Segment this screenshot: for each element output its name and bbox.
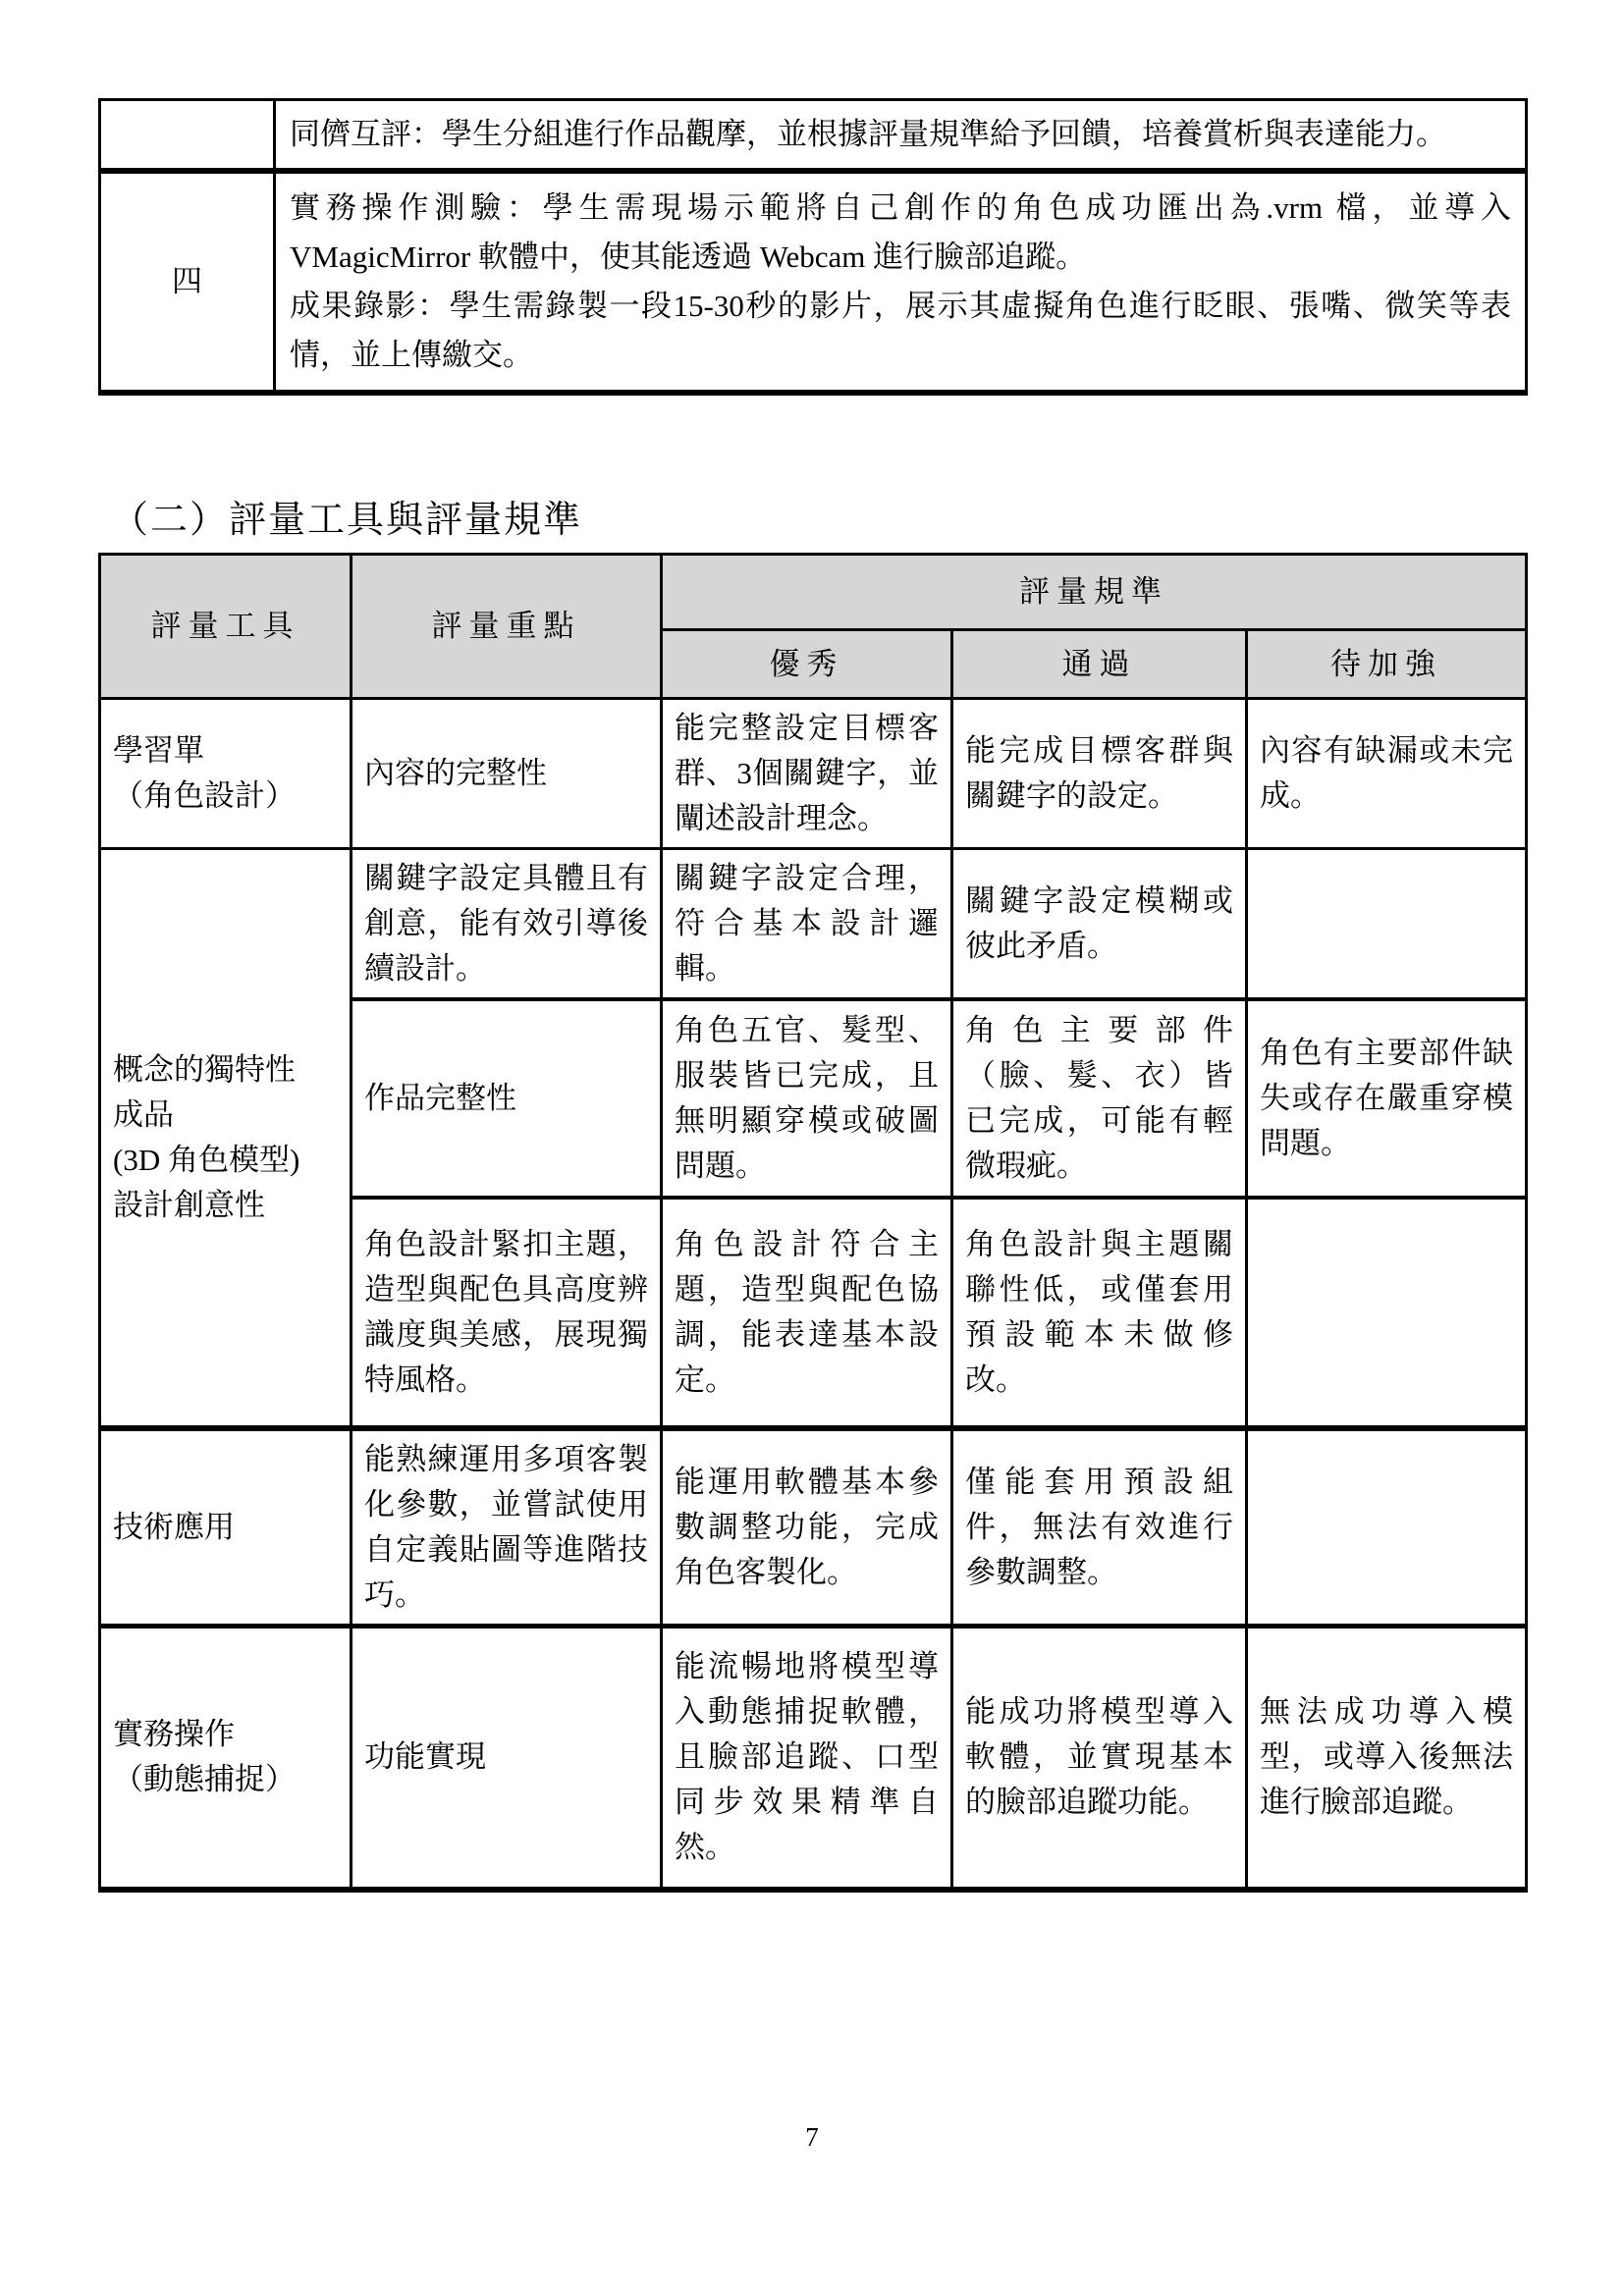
tool-line: （動態捕捉） (113, 1762, 296, 1797)
excellent-cell: 角色設計符合主題，造型與配色協調，能表達基本設定。 (662, 1198, 952, 1428)
excellent-cell: 關鍵字設定合理，符合基本設計邏輯。 (662, 849, 952, 1000)
improve-cell: 內容有缺漏或未完成。 (1247, 699, 1527, 849)
activities-row-content (275, 171, 1527, 393)
improve-cell (1247, 849, 1527, 1000)
improve-cell (1247, 1428, 1527, 1627)
pass-cell: 僅能套用預設組件，無法有效進行參數調整。 (952, 1428, 1247, 1627)
pass-cell: 關鍵字設定模糊或彼此矛盾。 (952, 849, 1247, 1000)
excellent-cell: 能流暢地將模型導入動態捕捉軟體，且臉部追蹤、口型同步效果精準自然。 (662, 1627, 952, 1890)
activities-row-label (100, 100, 275, 171)
tool-cell (100, 699, 352, 849)
activities-table (98, 98, 1528, 396)
excellent-cell: 能完整設定目標客群、3個關鍵字，並闡述設計理念。 (662, 699, 952, 849)
tool-cell (100, 1428, 352, 1627)
pass-cell: 角色設計與主題關聯性低，或僅套用預設範本未做修改。 (952, 1198, 1247, 1428)
excellent-cell: 角色五官、髮型、服裝皆已完成，且無明顯穿模或破圖問題。 (662, 999, 952, 1198)
activities-row-peer-review (100, 100, 1527, 171)
header-level-excellent: 優秀 (662, 630, 952, 699)
excellent-cell: 能運用軟體基本參數調整功能，完成角色客製化。 (662, 1428, 952, 1627)
tool-line: （角色設計） (113, 778, 296, 813)
paragraph: 實務操作測驗：學生需現場示範將自己創作的角色成功匯出為.vrm 檔，並導入 VMagicMirror 軟體中，使其能透過 Webcam 進行臉部追蹤。 (290, 189, 1511, 274)
focus-cell: 能熟練運用多項客製化參數，並嘗試使用自定義貼圖等進階技巧。 (352, 1428, 662, 1627)
tool-line: (3D 角色模型) (113, 1143, 300, 1177)
header-focus: 評量重點 (352, 555, 662, 699)
focus-cell: 作品完整性 (352, 999, 662, 1198)
focus-cell: 功能實現 (352, 1627, 662, 1890)
header-level-improve: 待加強 (1247, 630, 1527, 699)
tool-cell (100, 1627, 352, 1890)
rubric-row-motion-capture (100, 1627, 1527, 1890)
tool-line: 技術應用 (113, 1510, 235, 1544)
paragraph: 成果錄影：學生需錄製一段15-30秒的影片，展示其虛擬角色進行眨眼、張嘴、微笑等表情，並上傳繳交。 (290, 288, 1511, 372)
tool-line: 實務操作 (113, 1717, 235, 1752)
tool-line: 概念的獨特性 (113, 1052, 296, 1087)
tool-line: 成品 (113, 1097, 174, 1132)
tool-cell (100, 849, 352, 1429)
section-heading: （二）評量工具與評量規準 (111, 500, 583, 541)
improve-cell: 無法成功導入模型，或導入後無法進行臉部追蹤。 (1247, 1627, 1527, 1890)
focus-cell: 內容的完整性 (352, 699, 662, 849)
rubric-header-row-1 (100, 555, 1527, 630)
paragraph: 同儕互評：學生分組進行作品觀摩，並根據評量規準給予回饋，培養賞析與表達能力。 (290, 116, 1446, 151)
rubric-row-worksheet (100, 699, 1527, 849)
activities-row-week4 (100, 171, 1527, 393)
tool-line: 設計創意性 (113, 1188, 265, 1222)
activities-row-label: 四 (100, 171, 275, 393)
page-number: 7 (805, 2122, 819, 2152)
rubric-row-keywords (100, 849, 1527, 1000)
header-tool: 評量工具 (100, 555, 352, 699)
focus-cell: 角色設計緊扣主題，造型與配色具高度辨識度與美感，展現獨特風格。 (352, 1198, 662, 1428)
pass-cell: 能完成目標客群與關鍵字的設定。 (952, 699, 1247, 849)
activities-row-content (275, 100, 1527, 171)
header-criteria: 評量規準 (662, 555, 1527, 630)
rubric-table (98, 553, 1528, 1893)
header-level-pass: 通過 (952, 630, 1247, 699)
focus-cell: 關鍵字設定具體且有創意，能有效引導後續設計。 (352, 849, 662, 1000)
pass-cell: 角色主要部件（臉、髮、衣）皆已完成，可能有輕微瑕疵。 (952, 999, 1247, 1198)
rubric-row-technique (100, 1428, 1527, 1627)
improve-cell: 角色有主要部件缺失或存在嚴重穿模問題。 (1247, 999, 1527, 1198)
pass-cell: 能成功將模型導入軟體，並實現基本的臉部追蹤功能。 (952, 1627, 1247, 1890)
tool-line: 學習單 (113, 733, 204, 768)
improve-cell (1247, 1198, 1527, 1428)
